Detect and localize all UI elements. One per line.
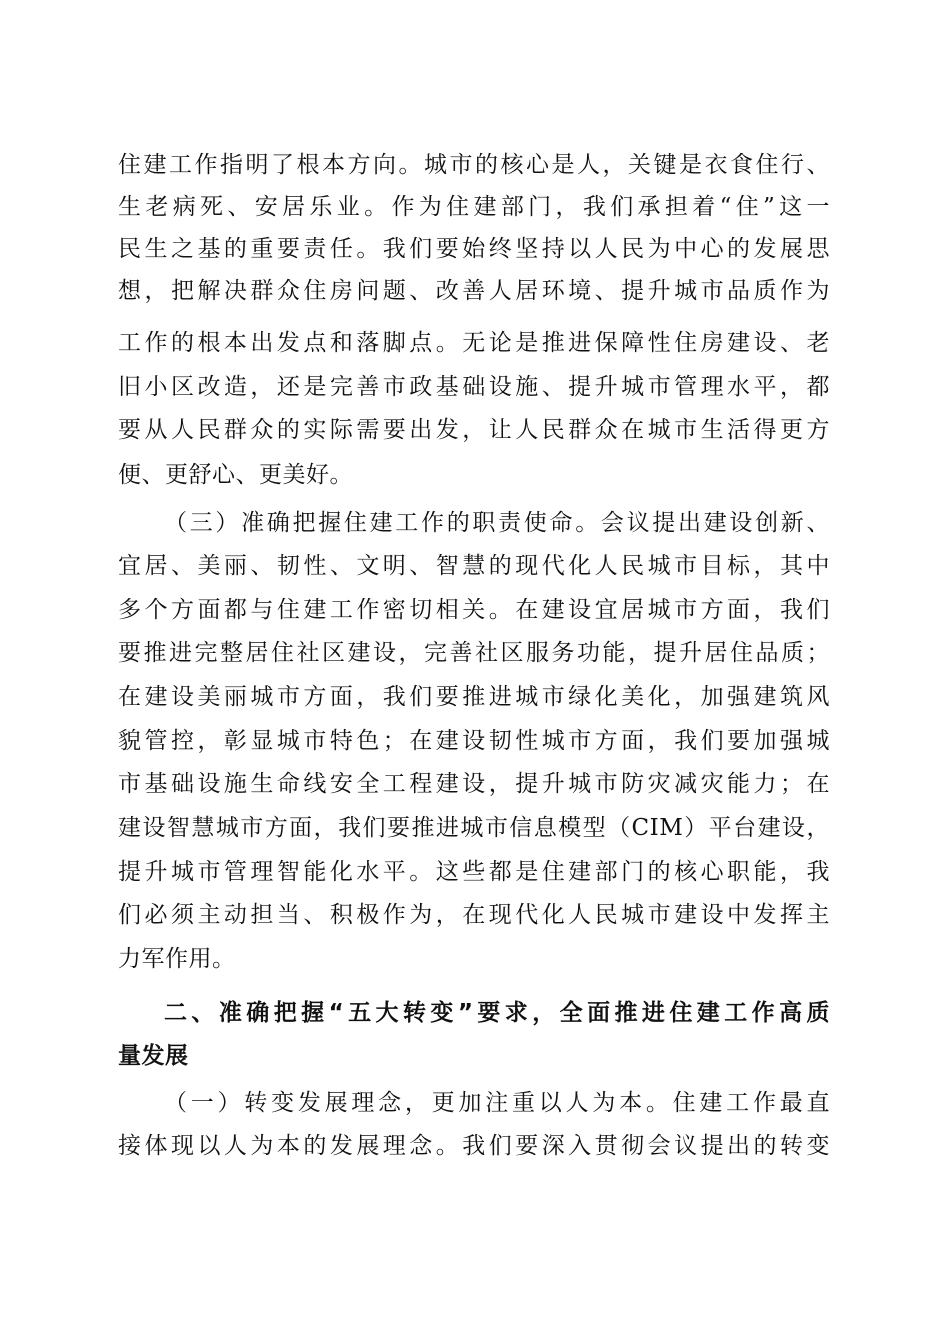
paragraph-line: 力军作用。 bbox=[118, 946, 236, 972]
paragraph-line: 想，把解决群众住房问题、改善人居环境、提升城市品质作为 bbox=[118, 278, 830, 304]
paragraph-line: 旧小区改造，还是完善市政基础设施、提升城市管理水平，都 bbox=[118, 374, 830, 400]
section-heading: 量发展 bbox=[118, 1043, 189, 1069]
paragraph-line: 工作的根本出发点和落脚点。无论是推进保障性住房建设、老 bbox=[118, 330, 830, 356]
paragraph-line: 多个方面都与住建工作密切相关。在建设宜居城市方面，我们 bbox=[118, 597, 830, 623]
paragraph-line: 市基础设施生命线安全工程建设，提升城市防灾减灾能力；在 bbox=[118, 771, 830, 797]
subheading-line: （一）转变发展理念，更加注重以人为本。住建工作最直 bbox=[164, 1090, 830, 1116]
paragraph-line: 宜居、美丽、韧性、文明、智慧的现代化人民城市目标，其中 bbox=[118, 553, 830, 579]
paragraph-line: 生老病死、安居乐业。作为住建部门，我们承担着“住”这一 bbox=[118, 194, 830, 220]
paragraph-line: 民生之基的重要责任。我们要始终坚持以人民为中心的发展思 bbox=[118, 236, 830, 262]
section-heading: 二、准确把握“五大转变”要求，全面推进住建工作高质 bbox=[164, 1000, 830, 1026]
subheading-line: （三）准确把握住建工作的职责使命。会议提出建设创新、 bbox=[164, 510, 830, 536]
paragraph-line: 便、更舒心、更美好。 bbox=[118, 462, 353, 488]
paragraph-line: 貌管控，彰显城市特色；在建设韧性城市方面，我们要加强城 bbox=[118, 728, 830, 754]
paragraph-line: 们必须主动担当、积极作为，在现代化人民城市建设中发挥主 bbox=[118, 902, 830, 928]
paragraph-line: 建设智慧城市方面，我们要推进城市信息模型（CIM）平台建设， bbox=[118, 815, 830, 841]
paragraph-line: 接体现以人为本的发展理念。我们要深入贯彻会议提出的转变 bbox=[118, 1133, 830, 1159]
paragraph-line: 要从人民群众的实际需要出发，让人民群众在城市生活得更方 bbox=[118, 417, 830, 443]
paragraph-line: 要推进完整居住社区建设，完善社区服务功能，提升居住品质； bbox=[118, 640, 830, 666]
paragraph-line: 提升城市管理智能化水平。这些都是住建部门的核心职能，我 bbox=[118, 859, 830, 885]
paragraph-line: 在建设美丽城市方面，我们要推进城市绿化美化，加强建筑风 bbox=[118, 684, 830, 710]
paragraph-line: 住建工作指明了根本方向。城市的核心是人，关键是衣食住行、 bbox=[118, 152, 830, 178]
